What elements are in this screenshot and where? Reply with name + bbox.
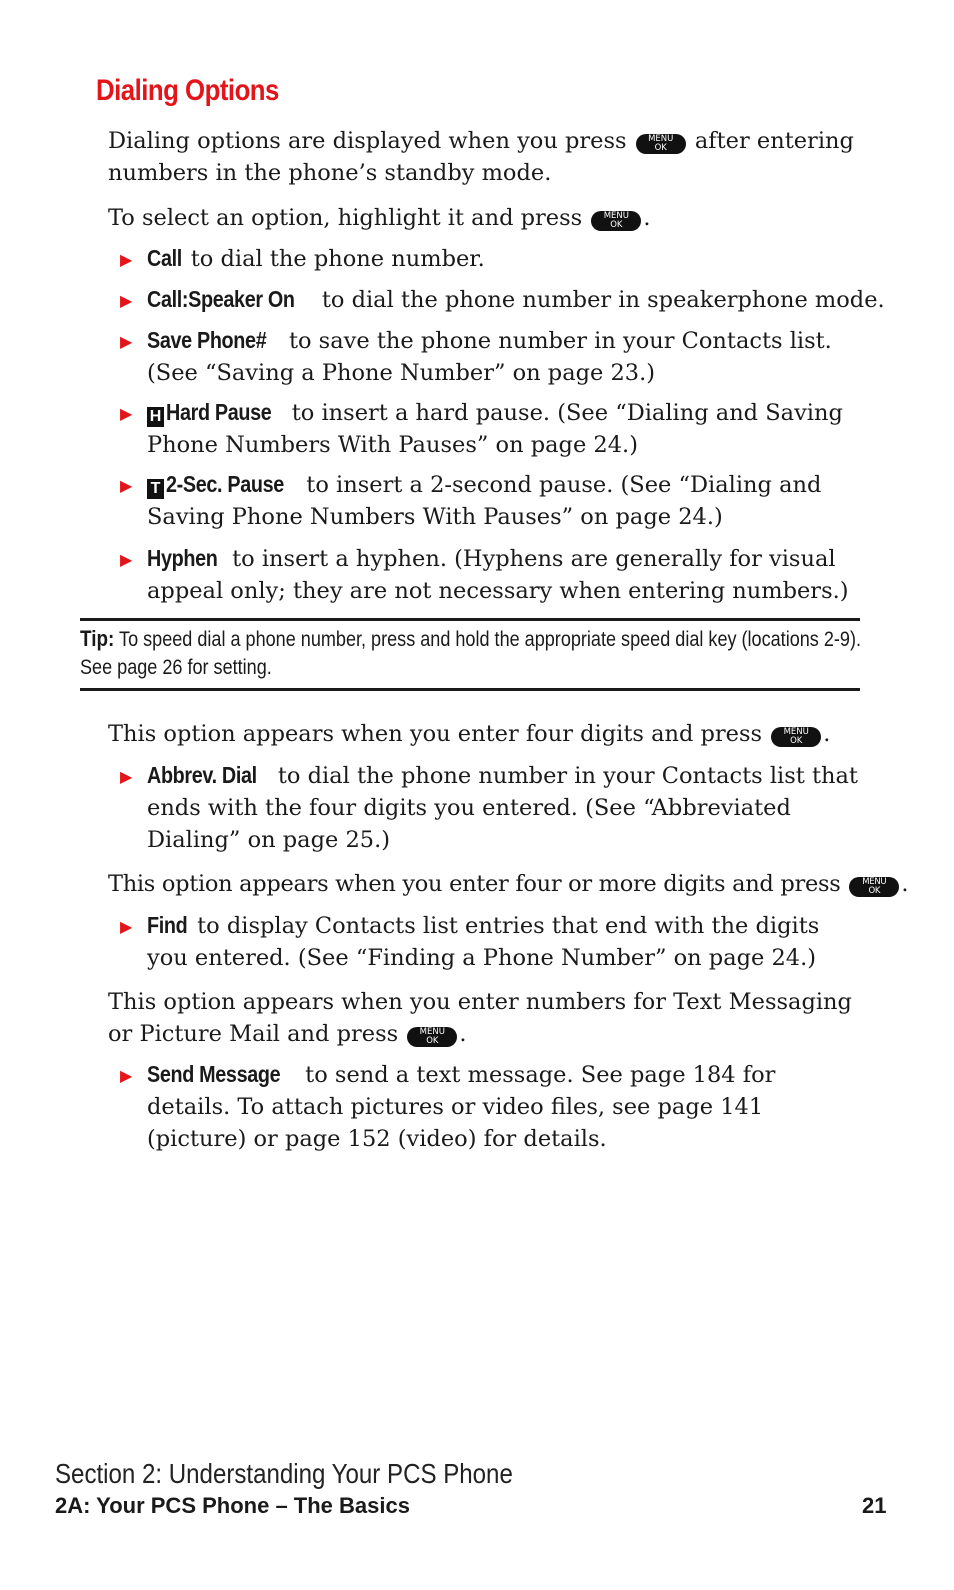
bullet-arrow-icon: ▶ — [120, 404, 133, 423]
option-send-message — [120, 1058, 860, 1155]
tip-top-rule — [80, 618, 860, 621]
option-description: to save the phone number in your Contacts list. (See “Saving a Phone Number” on page 23.) — [147, 328, 832, 386]
text-messaging-paragraph: This option appears when you enter numbers for Text Messaging or Picture Mail and press MENU OK . — [108, 989, 852, 1047]
four-or-more-paragraph: This option appears when you enter four or more digits and press MENU OK . — [108, 871, 909, 897]
timed-pause-key-icon: T — [147, 479, 164, 499]
option-description: to display Contacts list entries that end with the digits you entered. (See “Finding a Phone Number” on page 24.) — [147, 913, 820, 971]
bullet-arrow-icon: ▶ — [120, 291, 133, 310]
option-term: Call:Speaker On — [147, 286, 295, 312]
option-call-speaker-on — [120, 283, 885, 316]
menu-ok-key-icon: MENU OK — [636, 134, 686, 154]
footer-chapter-title: 2A: Your PCS Phone – The Basics — [55, 1493, 410, 1518]
menu-ok-key-icon: MENU OK — [407, 1027, 457, 1047]
menu-ok-key-icon: MENU OK — [849, 877, 899, 897]
page-title: Dialing Options — [96, 74, 279, 107]
menu-ok-key-icon: MENU OK — [771, 727, 821, 747]
option-2-sec-pause — [120, 468, 860, 533]
option-term: Hard Pause — [166, 399, 272, 425]
bullet-arrow-icon: ▶ — [120, 1066, 133, 1085]
bullet-arrow-icon: ▶ — [120, 550, 133, 569]
select-option-paragraph: To select an option, highlight it and press MENU OK . — [108, 205, 651, 231]
footer-section-title: Section 2: Understanding Your PCS Phone — [55, 1458, 513, 1489]
option-hyphen — [120, 542, 860, 607]
option-description: to insert a 2-second pause. (See “Dialing and Saving Phone Numbers With Pauses” on page 24.) — [147, 472, 822, 530]
option-hard-pause — [120, 396, 860, 461]
hard-pause-key-icon: H — [147, 407, 164, 427]
option-description: to insert a hard pause. (See “Dialing and Saving Phone Numbers With Pauses” on page 24.) — [147, 400, 843, 458]
option-term: Save Phone# — [147, 327, 267, 353]
bullet-arrow-icon: ▶ — [120, 476, 133, 495]
option-description: to send a text message. See page 184 for details. To attach pictures or video files, see page 141 (picture) or page 152 (video) for details. — [147, 1062, 776, 1152]
tip-text: To speed dial a phone number, press and hold the appropriate speed dial key (locations 2-9). See page 26 for setting. — [80, 628, 861, 679]
intro-text-after: after entering numbers in the phone’s standby mode. — [108, 128, 854, 186]
option-save-phone — [120, 324, 860, 389]
option-term: Send Message — [147, 1061, 281, 1087]
four-or-more-text: This option appears when you enter four or more digits and press — [108, 871, 841, 897]
option-description: to insert a hyphen. (Hyphens are generally for visual appeal only; they are not necessary when entering numbers.) — [147, 546, 849, 604]
tip-bottom-rule — [80, 688, 860, 691]
option-term: Hyphen — [147, 545, 218, 571]
select-text-before: To select an option, highlight it and press — [108, 205, 583, 231]
option-abbrev-dial — [120, 759, 860, 856]
bullet-arrow-icon: ▶ — [120, 917, 133, 936]
option-description: to dial the phone number in your Contacts list that ends with the four digits you entered. (See “Abbreviated Dialing” on page 25.) — [147, 763, 858, 853]
page-number: 21 — [862, 1493, 887, 1518]
option-term: Call — [147, 245, 182, 271]
tip-label: Tip: — [80, 626, 115, 651]
four-digits-text: This option appears when you enter four digits and press — [108, 721, 763, 747]
option-term: Find — [147, 912, 188, 938]
bullet-arrow-icon: ▶ — [120, 767, 133, 786]
bullet-arrow-icon: ▶ — [120, 250, 133, 269]
option-call — [120, 242, 860, 275]
option-find — [120, 909, 860, 974]
option-description: to dial the phone number in speakerphone mode. — [321, 287, 885, 313]
option-term: 2-Sec. Pause — [166, 471, 284, 497]
menu-ok-key-icon: MENU OK — [591, 211, 641, 231]
four-digits-paragraph: This option appears when you enter four digits and press MENU OK . — [108, 721, 831, 747]
option-description: to dial the phone number. — [190, 246, 485, 272]
intro-text-before: Dialing options are displayed when you press — [108, 128, 627, 154]
bullet-arrow-icon: ▶ — [120, 332, 133, 351]
option-term: Abbrev. Dial — [147, 762, 257, 788]
intro-paragraph — [108, 125, 868, 189]
text-messaging-text: This option appears when you enter numbers for Text Messaging or Picture Mail and press — [108, 989, 852, 1047]
tip-box — [80, 625, 863, 682]
